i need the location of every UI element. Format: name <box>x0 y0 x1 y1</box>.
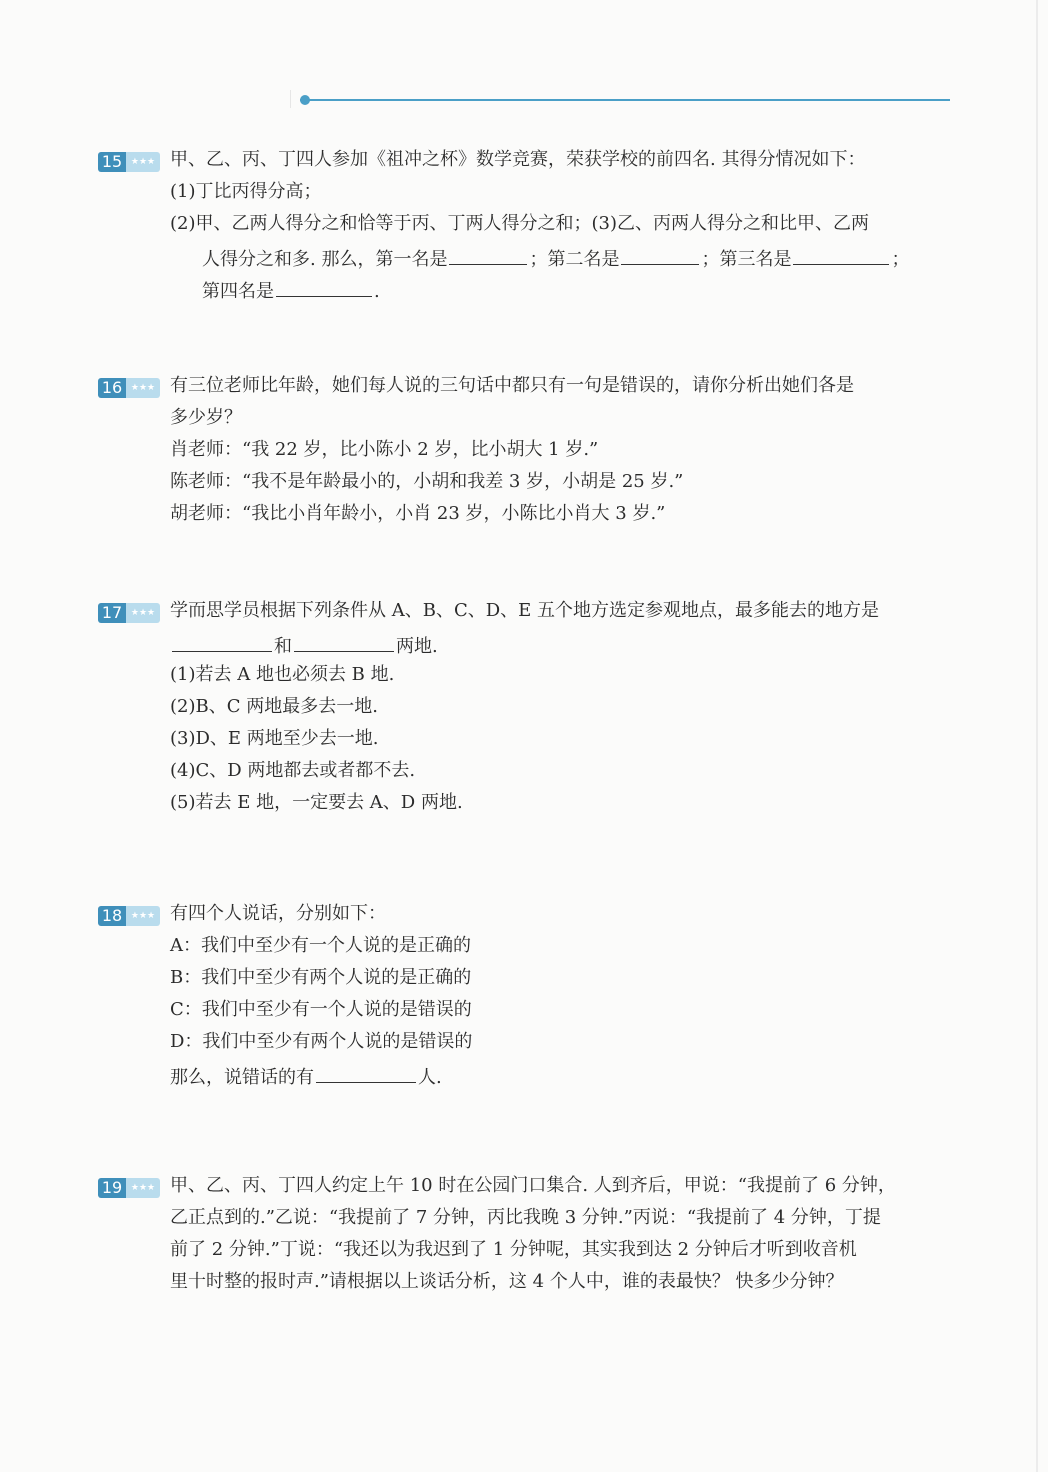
answer-prompt: 和 <box>274 636 292 657</box>
problem-text: 甲、乙、丙、丁四人约定上午 10 时在公园门口集合. 人到齐后，甲说：“我提前了 6 分钟， <box>170 1175 896 1196</box>
star-icon: ★★★ <box>126 906 160 926</box>
answer-blank-place-1[interactable] <box>172 631 272 652</box>
statement: D：我们中至少有两个人说的是错误的 <box>170 1031 473 1052</box>
problem-number: 18 <box>98 906 126 926</box>
statement: A：我们中至少有一个人说的是正确的 <box>170 935 471 956</box>
problem-answer-line <box>170 631 438 659</box>
answer-blank-count[interactable] <box>316 1062 416 1083</box>
problem-badge <box>98 906 160 926</box>
answer-blank-second[interactable] <box>621 244 699 265</box>
problem-badge <box>98 603 160 623</box>
problem-number: 15 <box>98 152 126 172</box>
answer-prompt: 两地. <box>396 636 438 657</box>
problem-condition: (4)C、D 两地都去或者都不去. <box>170 760 416 781</box>
problem-text: 有四个人说话，分别如下： <box>170 903 386 924</box>
answer-blank-third[interactable] <box>793 244 889 265</box>
problem-badge <box>98 378 160 398</box>
answer-prompt: ；第三名是 <box>701 249 792 270</box>
statement: 肖老师：“我 22 岁，比小陈小 2 岁，比小胡大 1 岁.” <box>170 439 599 460</box>
answer-blank-first[interactable] <box>449 244 527 265</box>
problem-number: 19 <box>98 1178 126 1198</box>
answer-prompt: 人得分之和多. 那么，第一名是 <box>202 249 448 270</box>
problem-condition: (1)丁比丙得分高； <box>170 181 322 202</box>
problem-text: 有三位老师比年龄，她们每人说的三句话中都只有一句是错误的，请你分析出她们各是 <box>170 375 854 396</box>
problem-condition: (2)B、C 两地最多去一地. <box>170 696 378 717</box>
answer-prompt: 人. <box>418 1067 442 1088</box>
star-icon: ★★★ <box>126 1178 160 1198</box>
problem-answer-line <box>170 1062 442 1090</box>
star-icon: ★★★ <box>126 378 160 398</box>
problem-condition: (2)甲、乙两人得分之和恰等于丙、丁两人得分之和；(3)乙、丙两人得分之和比甲、乙两 <box>170 213 869 234</box>
problem-answer-line <box>202 276 380 304</box>
problem-condition: (1)若去 A 地也必须去 B 地. <box>170 664 395 685</box>
problem-number: 16 <box>98 378 126 398</box>
problem-number: 17 <box>98 603 126 623</box>
problem-condition: (3)D、E 两地至少去一地. <box>170 728 379 749</box>
problem-answer-line <box>202 244 909 272</box>
answer-prompt: 第四名是 <box>202 281 274 302</box>
answer-prompt: . <box>374 281 380 302</box>
answer-prompt: ； <box>891 249 910 270</box>
star-icon: ★★★ <box>126 603 160 623</box>
page-edge <box>1036 0 1038 1472</box>
header-rule <box>300 99 950 101</box>
star-icon: ★★★ <box>126 152 160 172</box>
statement: 胡老师：“我比小肖年龄小，小肖 23 岁，小陈比小肖大 3 岁.” <box>170 503 666 524</box>
problem-text: 前了 2 分钟.”丁说：“我还以为我迟到了 1 分钟呢，其实我到达 2 分钟后才听到收音机 <box>170 1239 857 1260</box>
statement: 陈老师：“我不是年龄最小的，小胡和我差 3 岁，小胡是 25 岁.” <box>170 471 684 492</box>
problem-text: 学而思学员根据下列条件从 A、B、C、D、E 五个地方选定参观地点，最多能去的地方是 <box>170 600 880 621</box>
answer-prompt: ；第二名是 <box>529 249 620 270</box>
header-rule-dot <box>300 95 310 105</box>
problem-text: 乙正点到的.”乙说：“我提前了 7 分钟，丙比我晚 3 分钟.”丙说：“我提前了 4 分钟，丁提 <box>170 1207 881 1228</box>
statement: C：我们中至少有一个人说的是错误的 <box>170 999 472 1020</box>
problem-badge <box>98 152 160 172</box>
answer-blank-fourth[interactable] <box>276 276 372 297</box>
problem-text: 甲、乙、丙、丁四人参加《祖冲之杯》数学竞赛，荣获学校的前四名. 其得分情况如下： <box>170 149 866 170</box>
statement: B：我们中至少有两个人说的是正确的 <box>170 967 472 988</box>
answer-blank-place-2[interactable] <box>294 631 394 652</box>
problem-text: 多少岁？ <box>170 407 242 428</box>
header-tick <box>290 90 291 108</box>
answer-prompt: 那么，说错话的有 <box>170 1067 314 1088</box>
problem-badge <box>98 1178 160 1198</box>
problem-condition: (5)若去 E 地，一定要去 A、D 两地. <box>170 792 463 813</box>
problem-text: 里十时整的报时声.”请根据以上谈话分析，这 4 个人中，谁的表最快？ 快多少分钟？ <box>170 1271 844 1292</box>
